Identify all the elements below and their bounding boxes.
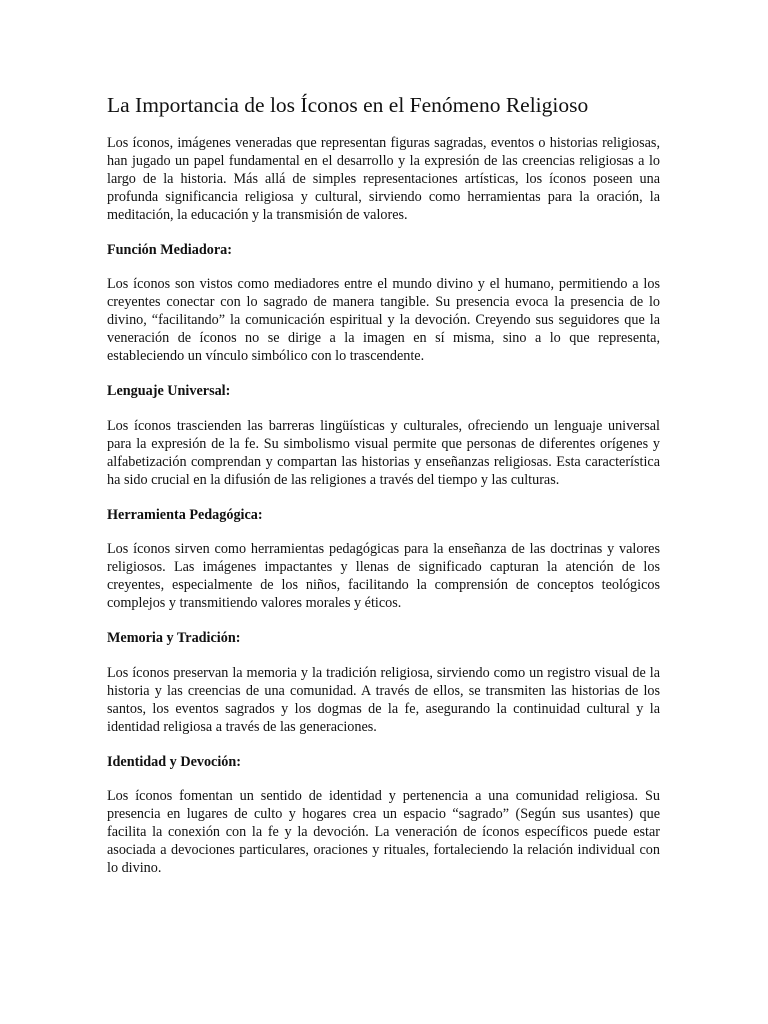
section-identidad-devocion <box>107 754 660 878</box>
section-body: Los íconos trascienden las barreras lingüísticas y culturales, ofreciendo un lenguaje universal para la expresión de la fe. Su simbolismo visual permite que personas de diferentes orígenes y alfabetización comprendan y compartan las historias y enseñanzas religiosas. Esta característica ha sido crucial en la difusión de las religiones a través del tiempo y las culturas. <box>107 417 660 488</box>
section-heading: Lenguaje Universal: <box>107 382 231 399</box>
section-memoria-tradicion <box>107 630 660 737</box>
section-herramienta-pedagogica <box>107 507 660 614</box>
section-heading: Herramienta Pedagógica: <box>107 506 263 523</box>
section-heading: Función Mediadora: <box>107 241 232 258</box>
section-heading: Memoria y Tradición: <box>107 630 241 647</box>
section-body: Los íconos son vistos como mediadores entre el mundo divino y el humano, permitiendo a los creyentes conectar con lo sagrado de manera tangible. Su presencia evoca la presencia de lo divino, “facilitando” la comunicación espiritual y la devoción. Creyendo sus seguidores que la veneración de íconos no se dirige a la imagen en sí misma, sino a lo que representa, estableciendo un vínculo simbólico con lo trascendente. <box>107 276 660 365</box>
document-page <box>107 91 660 895</box>
section-body: Los íconos preservan la memoria y la tradición religiosa, sirviendo como un registro visual de la historia y las creencias de una comunidad. A través de ellos, se transmiten las historias de los santos, los eventos sagrados y los dogmas de la fe, asegurando la continuidad cultural y la identidad religiosa a través de las generaciones. <box>107 664 660 735</box>
section-body: Los íconos sirven como herramientas pedagógicas para la enseñanza de las doctrinas y valores religiosos. Las imágenes impactantes y llenas de significado capturan la atención de los creyentes, especialmente de los niños, facilitando la comprensión de conceptos teológicos complejos y transmitiendo valores morales y éticos. <box>107 541 660 612</box>
section-lenguaje-universal <box>107 383 660 490</box>
section-body: Los íconos fomentan un sentido de identidad y pertenencia a una comunidad religiosa. Su presencia en lugares de culto y hogares crea un espacio “sagrado” (Según sus usantes) que facilita la conexión con la fe y la devoción. La veneración de íconos específicos puede estar asociada a devociones particulares, oraciones y rituales, fortaleciendo la relación individual con lo divino. <box>107 788 660 877</box>
document-title: La Importancia de los Íconos en el Fenómeno Religioso <box>107 93 589 117</box>
section-heading: Identidad y Devoción: <box>107 753 242 770</box>
section-funcion-mediadora <box>107 242 660 366</box>
intro-paragraph: Los íconos, imágenes veneradas que representan figuras sagradas, eventos o historias religiosas, han jugado un papel fundamental en el desarrollo y la expresión de las creencias religiosas a lo largo de la historia. Más allá de simples representaciones artísticas, los íconos poseen una profunda significancia religiosa y cultural, sirviendo como herramientas para la oración, la meditación, la educación y la transmisión de valores. <box>107 135 660 223</box>
